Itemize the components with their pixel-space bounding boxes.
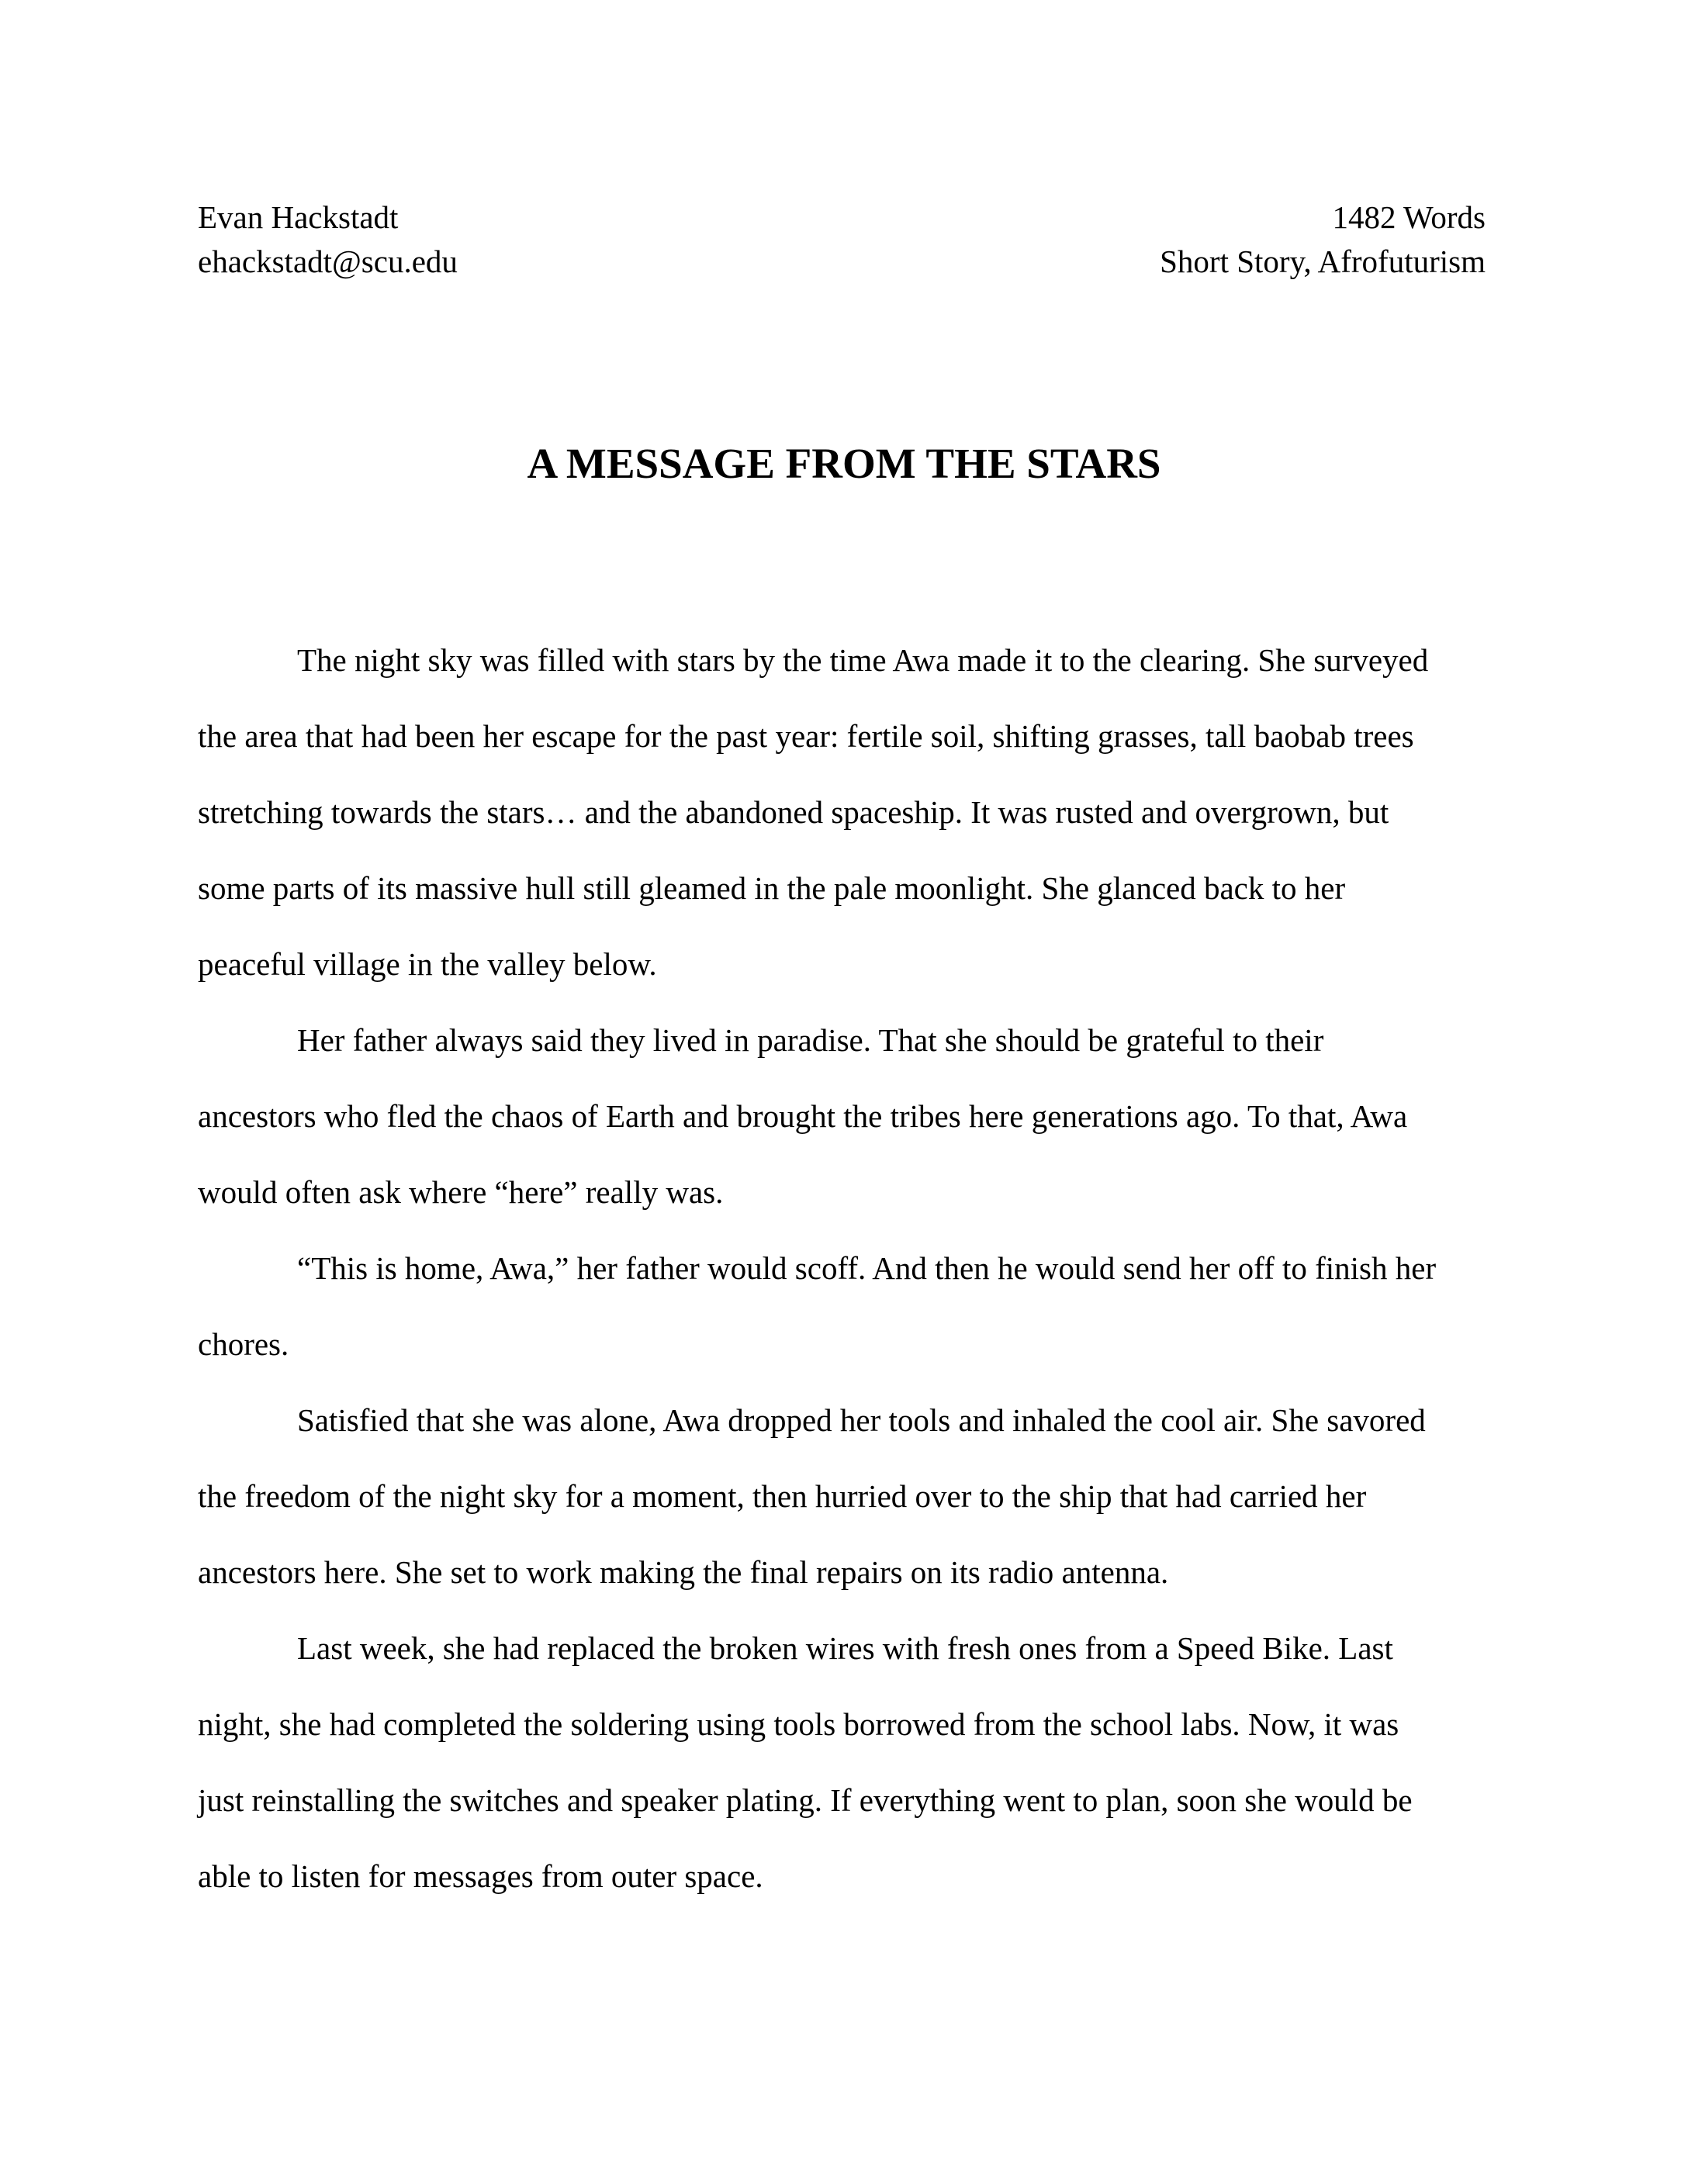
paragraph-2-line-3: would often ask where “here” really was.	[198, 1174, 724, 1210]
genre-label: Short Story, Afrofuturism	[1160, 244, 1486, 279]
paragraph-4-line-2: the freedom of the night sky for a moment, then hurried over to the ship that had carried her	[198, 1478, 1367, 1514]
paragraph-5-line-4: able to listen for messages from outer space.	[198, 1858, 763, 1894]
paragraph-1-line-1: The night sky was filled with stars by the time Awa made it to the clearing. She surveyed	[297, 642, 1429, 678]
author-block	[198, 195, 458, 284]
paragraph-4-line-3: ancestors here. She set to work making the final repairs on its radio antenna.	[198, 1554, 1169, 1590]
paragraph-1-line-4: some parts of its massive hull still gleamed in the pale moonlight. She glanced back to her	[198, 870, 1346, 906]
paragraph-5-line-1: Last week, she had replaced the broken wires with fresh ones from a Speed Bike. Last	[297, 1630, 1393, 1666]
paragraph-2-line-1: Her father always said they lived in paradise. That she should be grateful to their	[297, 1022, 1324, 1058]
manuscript-info-block	[1160, 195, 1486, 284]
paragraph-1-line-2: the area that had been her escape for the past year: fertile soil, shifting grasses, tall baobab trees	[198, 718, 1414, 754]
paragraph-3-line-2: chores.	[198, 1326, 289, 1362]
paragraph-5-line-2: night, she had completed the soldering using tools borrowed from the school labs. Now, it was	[198, 1706, 1399, 1742]
paragraph-1-line-3: stretching towards the stars… and the abandoned spaceship. It was rusted and overgrown, but	[198, 794, 1389, 830]
paragraph-3-line-1: “This is home, Awa,” her father would scoff. And then he would send her off to finish her	[297, 1250, 1437, 1286]
paragraph-4-line-1: Satisfied that she was alone, Awa dropped her tools and inhaled the cool air. She savored	[297, 1402, 1426, 1438]
author-name: Evan Hackstadt	[198, 199, 399, 235]
story-title: A MESSAGE FROM THE STARS	[527, 440, 1161, 487]
paragraph-2-line-2: ancestors who fled the chaos of Earth and brought the tribes here generations ago. To that, Awa	[198, 1098, 1408, 1134]
author-email: ehackstadt@scu.edu	[198, 244, 458, 279]
word-count: 1482 Words	[1332, 199, 1486, 235]
paragraph-5-line-3: just reinstalling the switches and speaker plating. If everything went to plan, soon she would be	[198, 1782, 1413, 1818]
paragraph-1-line-5: peaceful village in the valley below.	[198, 946, 657, 982]
